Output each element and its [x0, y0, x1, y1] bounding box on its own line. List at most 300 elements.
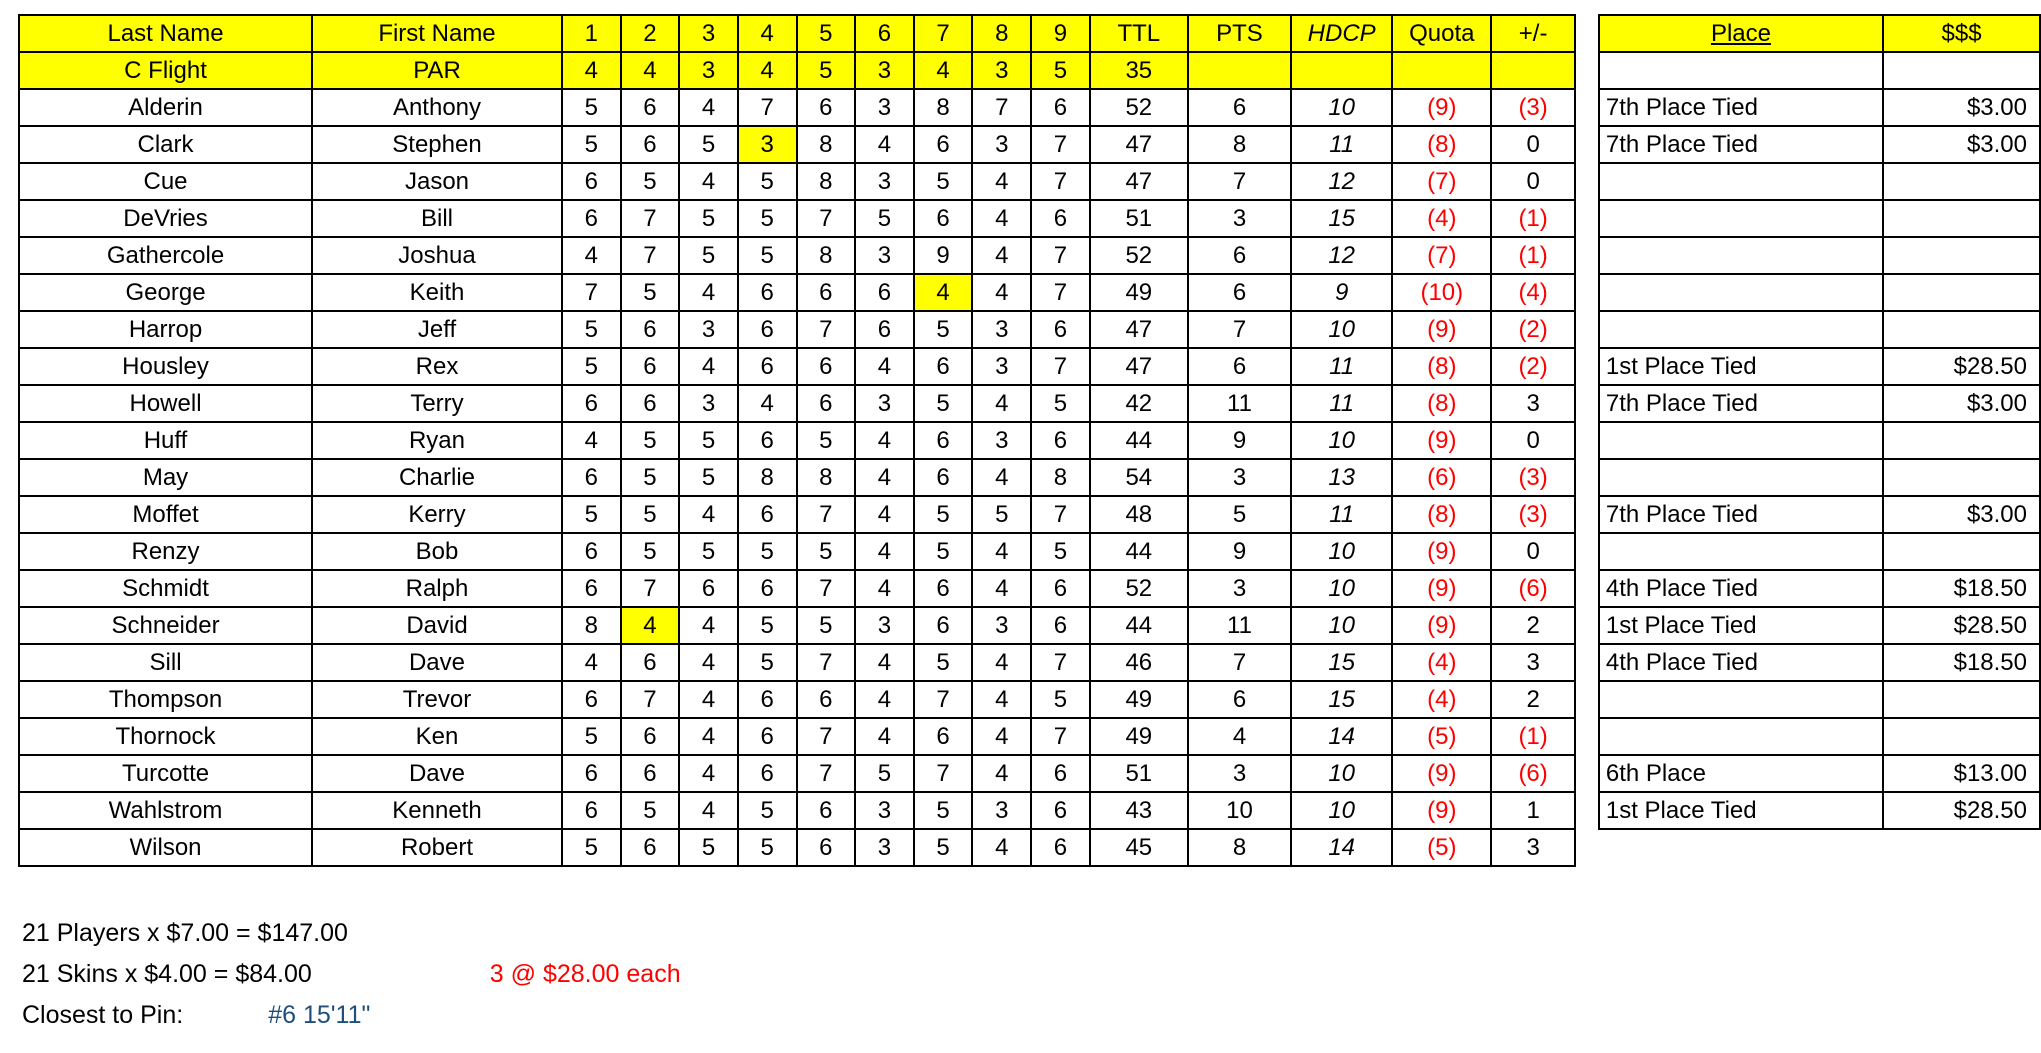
cell-hole-6: 4: [855, 422, 914, 459]
cell-hole-9: 6: [1031, 607, 1090, 644]
cell-first-name: Ken: [312, 718, 562, 755]
cell-first-name: Robert: [312, 829, 562, 866]
cell-quota: (5): [1392, 718, 1491, 755]
cell-hole-9: 7: [1031, 163, 1090, 200]
cell-first-name: Dave: [312, 644, 562, 681]
cell-hole-2: 7: [621, 237, 680, 274]
payout-row: [1599, 755, 2040, 792]
cell-hole-6: 4: [855, 496, 914, 533]
cell-hole-1: 5: [562, 89, 621, 126]
par-hole-9: 5: [1031, 52, 1090, 89]
cell-hole-9: 7: [1031, 126, 1090, 163]
cell-hole-2: 6: [621, 348, 680, 385]
cell-handicap: 11: [1291, 385, 1392, 422]
cell-hole-1: 5: [562, 718, 621, 755]
cell-hole-7: 5: [914, 496, 973, 533]
cell-hole-2: 6: [621, 829, 680, 866]
cell-hole-7: 5: [914, 311, 973, 348]
cell-hole-9: 6: [1031, 570, 1090, 607]
cell-last-name: DeVries: [19, 200, 312, 237]
cell-first-name: Terry: [312, 385, 562, 422]
cell-last-name: Huff: [19, 422, 312, 459]
cell-last-name: Turcotte: [19, 755, 312, 792]
cell-points: 7: [1188, 311, 1291, 348]
cell-last-name: Sill: [19, 644, 312, 681]
cell-points: 8: [1188, 126, 1291, 163]
cell-hole-9: 5: [1031, 681, 1090, 718]
cell-points: 9: [1188, 533, 1291, 570]
cell-hole-9: 6: [1031, 422, 1090, 459]
cell-hole-1: 6: [562, 163, 621, 200]
cell-last-name: George: [19, 274, 312, 311]
cell-total: 52: [1090, 570, 1188, 607]
cell-plus-minus: 3: [1491, 385, 1574, 422]
cell-hole-5: 7: [797, 496, 856, 533]
payout-row: [1599, 237, 2040, 274]
payout-row: [1599, 89, 2040, 126]
cell-quota: (9): [1392, 755, 1491, 792]
cell-place: 7th Place Tied: [1599, 126, 1883, 163]
cell-place: 7th Place Tied: [1599, 89, 1883, 126]
cell-hole-6: 5: [855, 200, 914, 237]
cell-hole-7: 6: [914, 200, 973, 237]
cell-hole-3: 4: [679, 348, 738, 385]
cell-hole-3: 4: [679, 755, 738, 792]
cell-hole-3: 5: [679, 126, 738, 163]
cell-hole-7: 6: [914, 607, 973, 644]
cell-hole-9: 6: [1031, 200, 1090, 237]
cell-points: 6: [1188, 274, 1291, 311]
cell-hole-3: 6: [679, 570, 738, 607]
cell-hole-5: 5: [797, 607, 856, 644]
cell-quota: (6): [1392, 459, 1491, 496]
cell-first-name: Bill: [312, 200, 562, 237]
cell-hole-5: 7: [797, 644, 856, 681]
cell-hole-7: 6: [914, 348, 973, 385]
cell-handicap: 15: [1291, 681, 1392, 718]
cell-hole-8: 4: [972, 718, 1031, 755]
cell-hole-4: 3: [738, 126, 797, 163]
cell-first-name: Jason: [312, 163, 562, 200]
cell-hole-5: 8: [797, 237, 856, 274]
cell-hole-5: 7: [797, 755, 856, 792]
cell-hole-8: 4: [972, 829, 1031, 866]
cell-plus-minus: (4): [1491, 274, 1574, 311]
cell-hole-1: 5: [562, 829, 621, 866]
cell-handicap: 11: [1291, 348, 1392, 385]
cell-hole-2: 5: [621, 163, 680, 200]
cell-quota: (9): [1392, 570, 1491, 607]
cell-hole-7: 5: [914, 829, 973, 866]
cell-total: 52: [1090, 237, 1188, 274]
payout-row: [1599, 570, 2040, 607]
cell-quota: (7): [1392, 237, 1491, 274]
par-hole-6: 3: [855, 52, 914, 89]
scorecard-table: [18, 14, 1576, 867]
cell-total: 44: [1090, 607, 1188, 644]
table-row: [19, 422, 1575, 459]
header-hole-8: 8: [972, 15, 1031, 52]
cell-quota: (4): [1392, 644, 1491, 681]
header-total: TTL: [1090, 15, 1188, 52]
cell-place: 7th Place Tied: [1599, 496, 1883, 533]
cell-quota: (5): [1392, 829, 1491, 866]
cell-hole-4: 5: [738, 829, 797, 866]
cell-last-name: Schneider: [19, 607, 312, 644]
cell-quota: (9): [1392, 422, 1491, 459]
cell-hole-7: 7: [914, 681, 973, 718]
cell-handicap: 11: [1291, 496, 1392, 533]
cell-first-name: Stephen: [312, 126, 562, 163]
cell-hole-8: 4: [972, 644, 1031, 681]
cell-place: 1st Place Tied: [1599, 607, 1883, 644]
cell-total: 46: [1090, 644, 1188, 681]
cell-handicap: 10: [1291, 533, 1392, 570]
par-quota: [1392, 52, 1491, 89]
payout-row: [1599, 422, 2040, 459]
cell-plus-minus: (1): [1491, 200, 1574, 237]
cell-points: 7: [1188, 644, 1291, 681]
cell-hole-2: 6: [621, 644, 680, 681]
cell-total: 51: [1090, 200, 1188, 237]
cell-hole-9: 6: [1031, 89, 1090, 126]
cell-hole-4: 6: [738, 570, 797, 607]
players-line: [22, 913, 2041, 954]
cell-hole-4: 6: [738, 422, 797, 459]
payout-row: [1599, 681, 2040, 718]
cell-hole-5: 6: [797, 829, 856, 866]
cell-hole-4: 6: [738, 348, 797, 385]
cell-total: 51: [1090, 755, 1188, 792]
cell-last-name: Wahlstrom: [19, 792, 312, 829]
cell-hole-6: 4: [855, 126, 914, 163]
cell-hole-2: 7: [621, 570, 680, 607]
cell-amount: [1883, 200, 2040, 237]
par-hole-2: 4: [621, 52, 680, 89]
cell-place: 7th Place Tied: [1599, 385, 1883, 422]
cell-handicap: 10: [1291, 792, 1392, 829]
cell-hole-4: 5: [738, 237, 797, 274]
payout-row: [1599, 459, 2040, 496]
par-hole-4: 4: [738, 52, 797, 89]
par-hole-3: 3: [679, 52, 738, 89]
cell-points: 3: [1188, 570, 1291, 607]
cell-hole-9: 6: [1031, 829, 1090, 866]
cell-hole-9: 5: [1031, 385, 1090, 422]
payout-table: [1598, 14, 2041, 830]
cell-hole-8: 4: [972, 681, 1031, 718]
cell-hole-6: 3: [855, 829, 914, 866]
cell-hole-7: 5: [914, 163, 973, 200]
cell-hole-7: 9: [914, 237, 973, 274]
cell-last-name: Harrop: [19, 311, 312, 348]
cell-hole-1: 8: [562, 607, 621, 644]
cell-quota: (9): [1392, 89, 1491, 126]
cell-place: [1599, 237, 1883, 274]
cell-hole-6: 6: [855, 311, 914, 348]
cell-hole-5: 6: [797, 348, 856, 385]
par-points: [1188, 52, 1291, 89]
cell-hole-7: 6: [914, 718, 973, 755]
skins-line: [22, 954, 2041, 995]
cell-hole-2: 7: [621, 681, 680, 718]
cell-handicap: 10: [1291, 755, 1392, 792]
cell-last-name: Moffet: [19, 496, 312, 533]
cell-hole-4: 5: [738, 607, 797, 644]
cell-points: 6: [1188, 237, 1291, 274]
cell-last-name: Thornock: [19, 718, 312, 755]
cell-hole-5: 7: [797, 570, 856, 607]
cell-last-name: Howell: [19, 385, 312, 422]
cell-hole-6: 4: [855, 348, 914, 385]
table-row: [19, 496, 1575, 533]
header-hole-7: 7: [914, 15, 973, 52]
cell-plus-minus: 1: [1491, 792, 1574, 829]
skins-text: 21 Skins x $4.00 = $84.00: [22, 960, 312, 988]
cell-hole-3: 4: [679, 274, 738, 311]
cell-hole-3: 4: [679, 792, 738, 829]
cell-plus-minus: (3): [1491, 459, 1574, 496]
cell-last-name: Schmidt: [19, 570, 312, 607]
cell-hole-5: 5: [797, 422, 856, 459]
table-row: [19, 274, 1575, 311]
cell-amount: [1883, 459, 2040, 496]
cell-hole-8: 5: [972, 496, 1031, 533]
cell-hole-9: 7: [1031, 496, 1090, 533]
cell-handicap: 10: [1291, 422, 1392, 459]
table-row: [19, 237, 1575, 274]
cell-hole-1: 5: [562, 348, 621, 385]
cell-hole-6: 5: [855, 755, 914, 792]
cell-handicap: 10: [1291, 89, 1392, 126]
cell-hole-5: 7: [797, 718, 856, 755]
cell-hole-6: 3: [855, 163, 914, 200]
cell-amount: [1883, 52, 2040, 89]
payout-row: [1599, 385, 2040, 422]
cell-amount: $3.00: [1883, 126, 2040, 163]
payout-row: [1599, 163, 2040, 200]
cell-hole-7: 5: [914, 533, 973, 570]
cell-points: 3: [1188, 200, 1291, 237]
payout-row: [1599, 607, 2040, 644]
cell-total: 47: [1090, 311, 1188, 348]
cell-quota: (8): [1392, 496, 1491, 533]
table-row: [19, 200, 1575, 237]
cell-hole-8: 4: [972, 200, 1031, 237]
cell-place: 6th Place: [1599, 755, 1883, 792]
table-row: [19, 459, 1575, 496]
cell-handicap: 9: [1291, 274, 1392, 311]
cell-hole-2: 5: [621, 459, 680, 496]
cell-hole-7: 6: [914, 570, 973, 607]
cell-handicap: 15: [1291, 644, 1392, 681]
par-total: 35: [1090, 52, 1188, 89]
cell-hole-1: 7: [562, 274, 621, 311]
table-row: [19, 718, 1575, 755]
cell-plus-minus: (2): [1491, 311, 1574, 348]
cell-hole-7: 6: [914, 422, 973, 459]
cell-hole-9: 6: [1031, 755, 1090, 792]
cell-place: [1599, 681, 1883, 718]
cell-last-name: Cue: [19, 163, 312, 200]
cell-amount: $28.50: [1883, 792, 2040, 829]
header-quota: Quota: [1392, 15, 1491, 52]
cell-last-name: Gathercole: [19, 237, 312, 274]
cell-handicap: 13: [1291, 459, 1392, 496]
cell-hole-1: 5: [562, 126, 621, 163]
cell-amount: $18.50: [1883, 644, 2040, 681]
cell-last-name: Alderin: [19, 89, 312, 126]
cell-hole-1: 6: [562, 533, 621, 570]
cell-hole-3: 4: [679, 89, 738, 126]
header-last-name: Last Name: [19, 15, 312, 52]
cell-quota: (4): [1392, 681, 1491, 718]
header-hole-6: 6: [855, 15, 914, 52]
cell-points: 10: [1188, 792, 1291, 829]
cell-hole-5: 7: [797, 200, 856, 237]
cell-plus-minus: 2: [1491, 607, 1574, 644]
cell-first-name: Kenneth: [312, 792, 562, 829]
cell-hole-3: 5: [679, 533, 738, 570]
table-row: [19, 385, 1575, 422]
cell-handicap: 12: [1291, 163, 1392, 200]
cell-points: 3: [1188, 755, 1291, 792]
cell-first-name: Keith: [312, 274, 562, 311]
par-hole-5: 5: [797, 52, 856, 89]
cell-handicap: 10: [1291, 570, 1392, 607]
cell-handicap: 14: [1291, 718, 1392, 755]
cell-first-name: Jeff: [312, 311, 562, 348]
cell-place: [1599, 422, 1883, 459]
par-handicap: [1291, 52, 1392, 89]
cell-plus-minus: (3): [1491, 496, 1574, 533]
cell-points: 6: [1188, 348, 1291, 385]
cell-hole-4: 5: [738, 163, 797, 200]
cell-hole-9: 7: [1031, 718, 1090, 755]
cell-hole-9: 8: [1031, 459, 1090, 496]
cell-hole-9: 6: [1031, 792, 1090, 829]
cell-hole-3: 4: [679, 644, 738, 681]
cell-place: 4th Place Tied: [1599, 570, 1883, 607]
cell-hole-2: 6: [621, 311, 680, 348]
cell-hole-3: 3: [679, 311, 738, 348]
payout-row: [1599, 533, 2040, 570]
cell-points: 6: [1188, 89, 1291, 126]
cell-hole-2: 6: [621, 385, 680, 422]
cell-hole-7: 7: [914, 755, 973, 792]
cell-hole-6: 4: [855, 570, 914, 607]
cell-amount: $28.50: [1883, 348, 2040, 385]
cell-hole-8: 4: [972, 570, 1031, 607]
header-hole-2: 2: [621, 15, 680, 52]
payout-row: [1599, 792, 2040, 829]
cell-last-name: Housley: [19, 348, 312, 385]
cell-hole-9: 7: [1031, 644, 1090, 681]
cell-hole-6: 3: [855, 385, 914, 422]
cell-hole-6: 4: [855, 459, 914, 496]
cell-total: 47: [1090, 348, 1188, 385]
cell-plus-minus: 0: [1491, 163, 1574, 200]
cell-hole-9: 7: [1031, 237, 1090, 274]
cell-hole-7: 8: [914, 89, 973, 126]
cell-hole-2: 6: [621, 718, 680, 755]
cell-place: [1599, 718, 1883, 755]
cell-plus-minus: (1): [1491, 718, 1574, 755]
cell-hole-4: 6: [738, 755, 797, 792]
table-row: [19, 533, 1575, 570]
cell-quota: (8): [1392, 385, 1491, 422]
header-place: Place: [1599, 15, 1883, 52]
cell-hole-1: 5: [562, 496, 621, 533]
cell-total: 52: [1090, 89, 1188, 126]
cell-hole-3: 4: [679, 163, 738, 200]
cell-plus-minus: 0: [1491, 422, 1574, 459]
cell-hole-3: 5: [679, 422, 738, 459]
cell-hole-2: 5: [621, 496, 680, 533]
cell-hole-8: 3: [972, 607, 1031, 644]
cell-last-name: May: [19, 459, 312, 496]
cell-points: 11: [1188, 607, 1291, 644]
cell-place: 4th Place Tied: [1599, 644, 1883, 681]
cell-handicap: 12: [1291, 237, 1392, 274]
header-hole-4: 4: [738, 15, 797, 52]
cell-points: 7: [1188, 163, 1291, 200]
cell-hole-6: 4: [855, 718, 914, 755]
cell-hole-4: 5: [738, 792, 797, 829]
cell-total: 49: [1090, 681, 1188, 718]
cell-hole-8: 3: [972, 348, 1031, 385]
cell-first-name: Kerry: [312, 496, 562, 533]
cell-hole-5: 8: [797, 163, 856, 200]
cell-quota: (9): [1392, 533, 1491, 570]
cell-hole-8: 4: [972, 237, 1031, 274]
cell-points: 5: [1188, 496, 1291, 533]
cell-hole-5: 5: [797, 533, 856, 570]
cell-hole-8: 4: [972, 459, 1031, 496]
cell-amount: $3.00: [1883, 385, 2040, 422]
cell-handicap: 10: [1291, 607, 1392, 644]
cell-plus-minus: (2): [1491, 348, 1574, 385]
cell-hole-2: 7: [621, 200, 680, 237]
cell-hole-8: 4: [972, 533, 1031, 570]
cell-quota: (7): [1392, 163, 1491, 200]
cell-hole-4: 5: [738, 644, 797, 681]
cell-hole-6: 4: [855, 644, 914, 681]
cell-hole-4: 7: [738, 89, 797, 126]
cell-hole-8: 3: [972, 311, 1031, 348]
cell-hole-7: 5: [914, 644, 973, 681]
cell-plus-minus: 3: [1491, 644, 1574, 681]
par-hole-1: 4: [562, 52, 621, 89]
cell-plus-minus: 0: [1491, 533, 1574, 570]
cell-first-name: Ryan: [312, 422, 562, 459]
cell-place: [1599, 533, 1883, 570]
cell-hole-8: 4: [972, 755, 1031, 792]
cell-hole-7: 5: [914, 792, 973, 829]
cell-plus-minus: 2: [1491, 681, 1574, 718]
cell-hole-1: 5: [562, 311, 621, 348]
cell-hole-3: 4: [679, 718, 738, 755]
cell-amount: [1883, 274, 2040, 311]
cell-place: [1599, 311, 1883, 348]
payout-row: [1599, 126, 2040, 163]
cell-amount: [1883, 422, 2040, 459]
header-hole-9: 9: [1031, 15, 1090, 52]
cell-total: 44: [1090, 533, 1188, 570]
cell-hole-1: 6: [562, 792, 621, 829]
closest-to-pin-value: #6 15'11": [268, 1001, 371, 1029]
cell-hole-3: 4: [679, 607, 738, 644]
